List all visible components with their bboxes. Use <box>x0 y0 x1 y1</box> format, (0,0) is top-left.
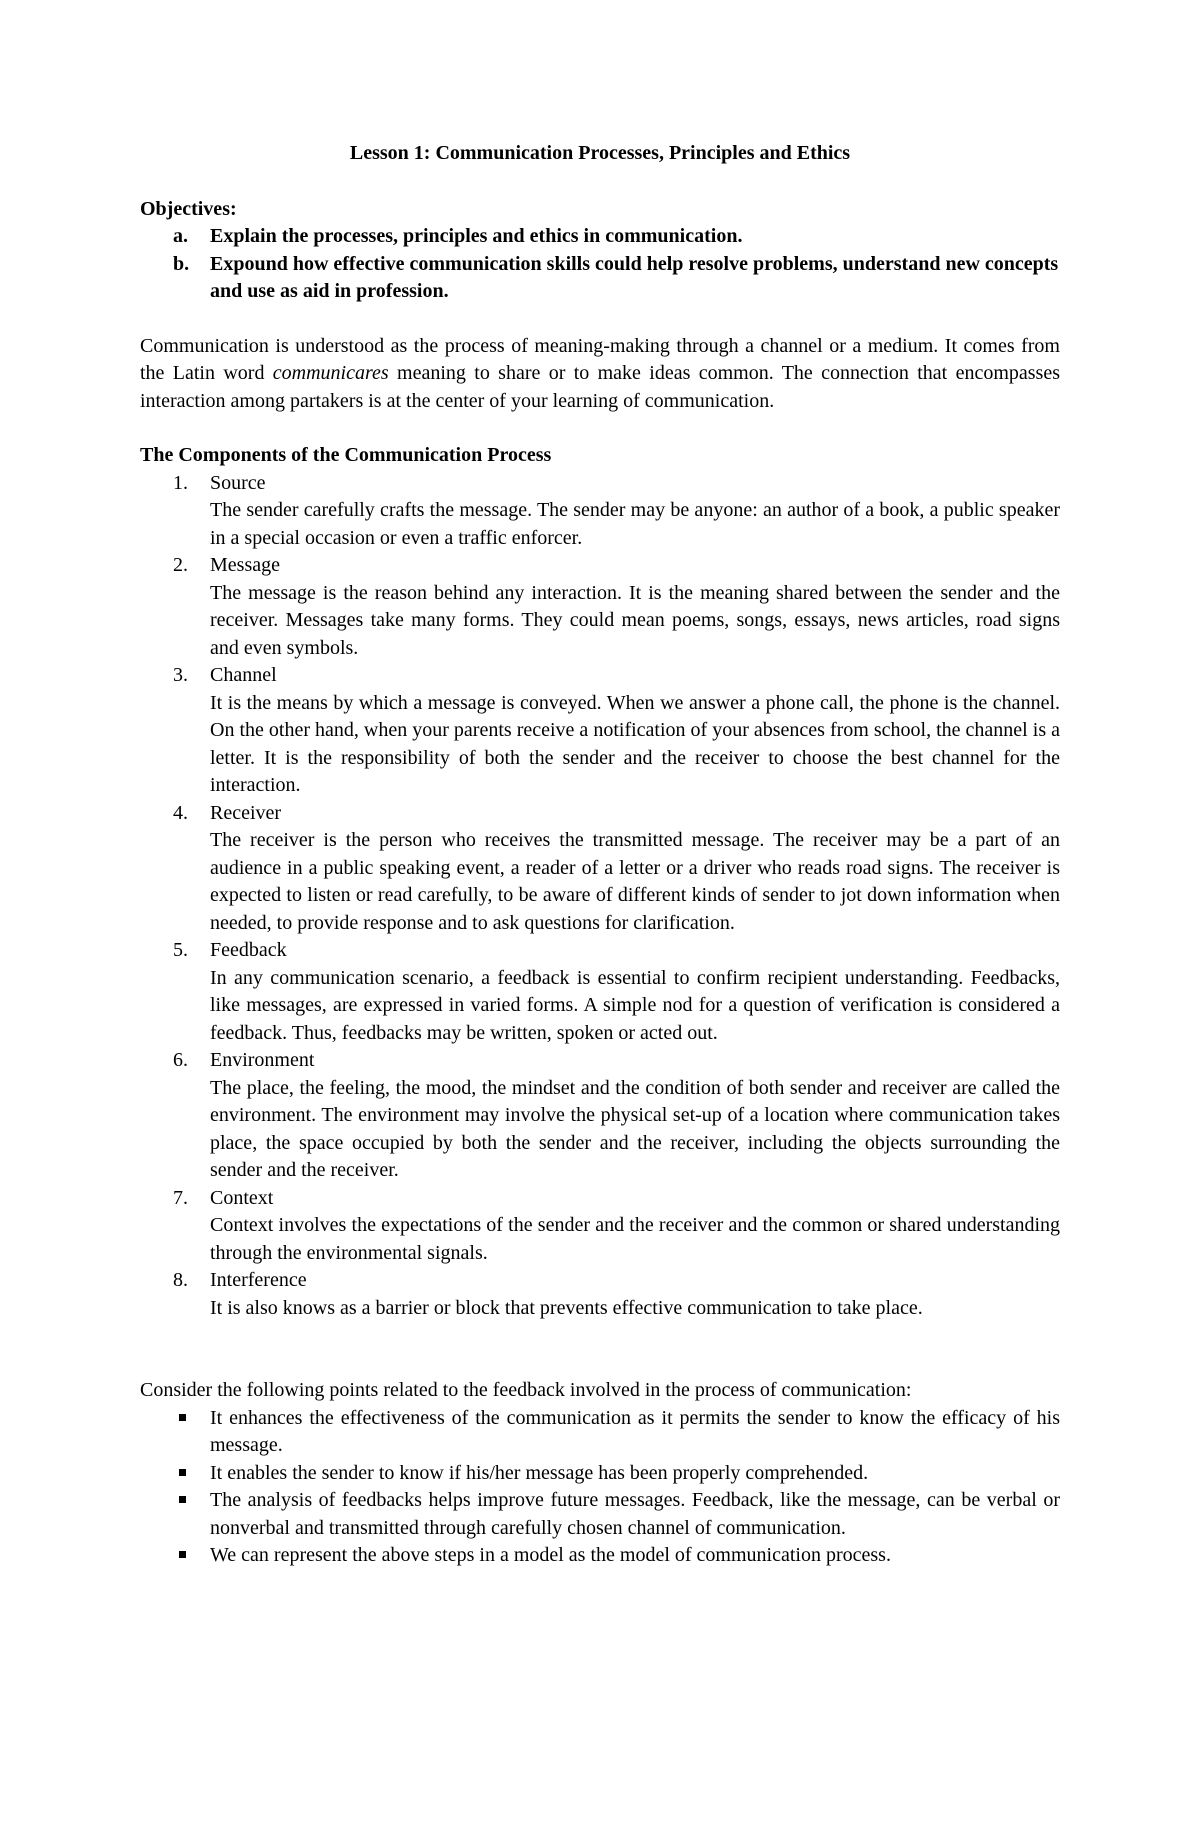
component-name: Channel <box>210 664 277 686</box>
components-heading: The Components of the Communication Process <box>140 444 552 466</box>
square-bullet-icon <box>179 1551 186 1558</box>
component-number: 2. <box>173 554 188 576</box>
feedback-points-intro: Consider the following points related to the feedback involved in the process of communication: <box>140 1379 912 1401</box>
component-number: 4. <box>173 801 188 824</box>
lesson-title: Lesson 1: Communication Processes, Principles and Ethics <box>349 142 851 164</box>
bullet-text: It enables the sender to know if his/her message has been properly comprehended. <box>210 1461 869 1484</box>
component-number: 1. <box>173 471 188 494</box>
intro-text-after: meaning to share or to make ideas common. The connection that encompasses interaction among partakers is at the center of your learning of communication. <box>140 362 1060 412</box>
intro-paragraph <box>140 333 1060 416</box>
objectives-heading: Objectives: <box>140 197 237 220</box>
component-number: 5. <box>173 939 188 961</box>
component-name: Feedback <box>210 939 287 961</box>
component-item-message <box>140 552 1060 662</box>
square-bullet-icon <box>179 1469 186 1476</box>
component-item-source <box>140 470 1060 553</box>
component-name: Receiver <box>210 801 282 824</box>
component-name: Interference <box>210 1269 307 1291</box>
component-description: It is the means by which a message is conveyed. When we answer a phone call, the phone is the channel. On the other hand, when your parents receive a notification of your absences from school, the channel is a letter. It is the responsibility of both the sender and the receiver to choose the best channel for the interaction. <box>210 691 1060 796</box>
bullet-text: It enhances the effectiveness of the communication as it permits the sender to know the efficacy of his message. <box>210 1406 1060 1456</box>
component-description: Context involves the expectations of the sender and the receiver and the common or shared understanding through the environmental signals. <box>210 1214 1060 1264</box>
component-item-channel <box>140 662 1060 800</box>
component-item-environment <box>140 1047 1060 1185</box>
component-description: The sender carefully crafts the message. The sender may be anyone: an author of a book, a public speaker in a special occasion or even a traffic enforcer. <box>210 499 1060 549</box>
bullet-item <box>140 1405 1060 1460</box>
objective-marker: a. <box>173 225 188 247</box>
component-name: Message <box>210 554 280 576</box>
component-description: In any communication scenario, a feedback is essential to confirm recipient understanding. Feedbacks, like messages, are expressed in varied forms. A simple nod for a question of verification is considered a feedback. Thus, feedbacks may be written, spoken or acted out. <box>210 966 1060 1044</box>
component-name: Source <box>210 471 266 494</box>
component-number: 3. <box>173 664 188 686</box>
feedback-points-list <box>140 1405 1060 1570</box>
objective-item <box>140 223 1060 251</box>
component-number: 8. <box>173 1269 188 1291</box>
component-description: The place, the feeling, the mood, the mindset and the condition of both sender and receiver are called the environment. The environment may involve the physical set-up of a location where communication takes place, the space occupied by both the sender and the receiver, including the objects surrounding the sender and the receiver. <box>210 1076 1060 1181</box>
bullet-text: The analysis of feedbacks helps improve future messages. Feedback, like the message, can be verbal or nonverbal and transmitted through carefully chosen channel of communication. <box>210 1489 1060 1539</box>
square-bullet-icon <box>179 1496 186 1503</box>
square-bullet-icon <box>179 1414 186 1421</box>
component-number: 7. <box>173 1186 188 1209</box>
component-item-receiver <box>140 800 1060 938</box>
objective-text: Expound how effective communication skills could help resolve problems, understand new concepts and use as aid in profession. <box>210 252 1059 302</box>
component-number: 6. <box>173 1049 188 1071</box>
component-item-interference <box>140 1267 1060 1322</box>
intro-text-before: Communication is understood as the process of meaning-making through a channel or a medium. It comes from the Latin word <box>140 334 1060 384</box>
objective-item <box>140 251 1060 306</box>
objectives-list <box>140 223 1060 306</box>
latin-term: communicares <box>272 362 389 384</box>
components-list <box>140 470 1060 1323</box>
bullet-item <box>140 1487 1060 1542</box>
component-name: Environment <box>210 1049 315 1071</box>
bullet-item <box>140 1542 1060 1570</box>
bullet-item <box>140 1460 1060 1488</box>
bullet-text: We can represent the above steps in a model as the model of communication process. <box>210 1544 891 1566</box>
component-description: It is also knows as a barrier or block that prevents effective communication to take place. <box>210 1296 923 1319</box>
component-name: Context <box>210 1186 274 1209</box>
objective-text: Explain the processes, principles and ethics in communication. <box>210 225 743 247</box>
component-description: The message is the reason behind any interaction. It is the meaning shared between the sender and the receiver. Messages take many forms. They could mean poems, songs, essays, news articles, road signs and even symbols. <box>210 581 1060 659</box>
component-item-feedback <box>140 937 1060 1047</box>
component-description: The receiver is the person who receives the transmitted message. The receiver may be a part of an audience in a public speaking event, a reader of a letter or a driver who reads road signs. The receiver is expected to listen or read carefully, to be aware of different kinds of sender to jot down information when needed, to provide response and to ask questions for clarification. <box>210 829 1060 934</box>
component-item-context <box>140 1185 1060 1268</box>
objective-marker: b. <box>173 252 190 275</box>
